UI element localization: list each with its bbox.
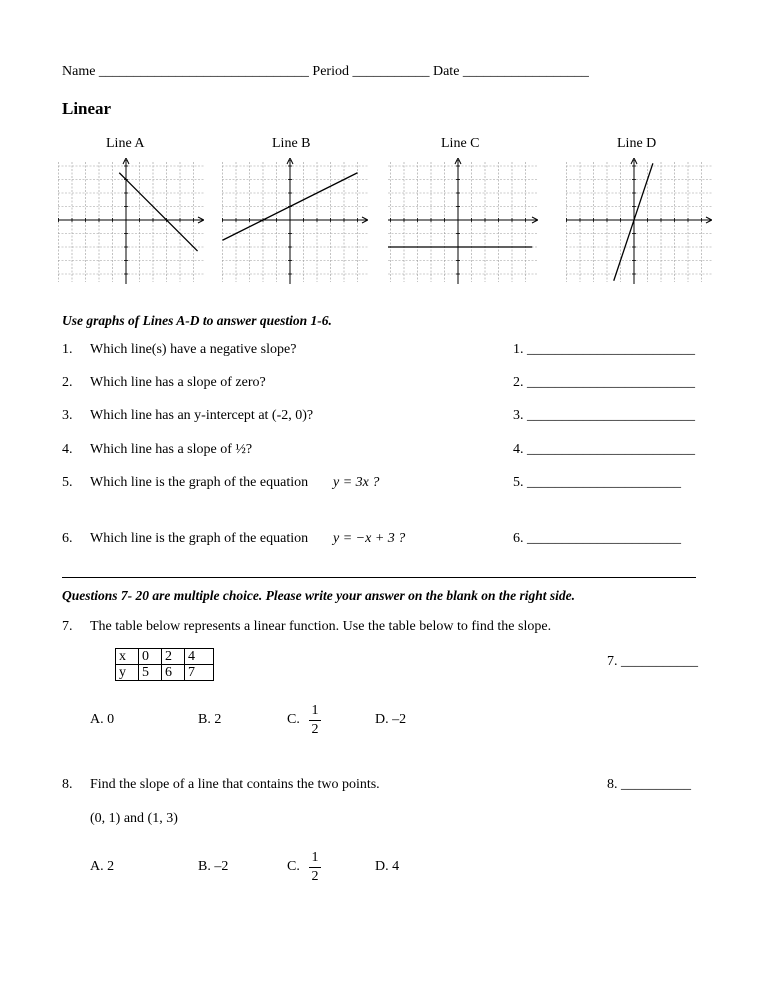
graph-label-c: Line C (441, 136, 480, 151)
q7-answer-blank[interactable]: 7. ___________ (607, 654, 698, 669)
q7-text: The table below represents a linear function. Use the table below to find the slope. (90, 619, 552, 634)
q3-answer-blank[interactable]: 3. ________________________ (513, 408, 695, 423)
graph-line-c (388, 158, 538, 284)
q7-table-row-x (116, 649, 214, 665)
q8-choice-d: D. 4 (375, 859, 400, 874)
q2-number: 2. (62, 375, 73, 390)
q8-answer-blank[interactable]: 8. __________ (607, 777, 691, 792)
q5-number: 5. (62, 475, 73, 490)
q8-choice-b: B. –2 (198, 859, 229, 874)
grid (566, 162, 712, 282)
q7-choice-c-fraction (309, 703, 321, 738)
q6-text: Which line is the graph of the equation (90, 531, 309, 546)
q7-choice-c-label: C. (287, 712, 300, 727)
q7-choice-b: B. 2 (198, 712, 222, 727)
q1-number: 1. (62, 342, 73, 357)
q7-table-cell: 7 (185, 665, 214, 681)
q7-table-row-y (116, 665, 214, 681)
q7-table-x-label: x (116, 649, 139, 665)
q7-table-cell: 5 (139, 665, 162, 681)
q7-table-cell: 0 (139, 649, 162, 665)
q7-fraction-bar (309, 720, 321, 721)
graphed-line (119, 173, 197, 251)
q5-answer-blank[interactable]: 5. ______________________ (513, 475, 681, 490)
q8-points: (0, 1) and (1, 3) (90, 811, 178, 826)
q4-text: Which line has a slope of ½? (90, 442, 253, 457)
graph-label-b: Line B (272, 136, 311, 151)
grid (222, 162, 368, 282)
graphed-line (614, 163, 653, 280)
q7-choice-d: D. –2 (375, 712, 407, 727)
q3-number: 3. (62, 408, 73, 423)
q7-choice-a: A. 0 (90, 712, 115, 727)
q5-equation: y = 3x ? (333, 475, 380, 490)
q8-number: 8. (62, 777, 73, 792)
section1-instruction: Use graphs of Lines A-D to answer question 1-6. (62, 313, 332, 328)
q1-answer-blank[interactable]: 1. ________________________ (513, 342, 695, 357)
graph-line-d (566, 158, 712, 284)
q7-table-y-label: y (116, 665, 139, 681)
q3-text: Which line has an y-intercept at (-2, 0)? (90, 408, 314, 423)
grid (58, 162, 204, 282)
q8-choice-c-label: C. (287, 859, 300, 874)
q8-fraction-denominator: 2 (311, 869, 319, 884)
page-title: Linear (62, 99, 112, 118)
q7-number: 7. (62, 619, 73, 634)
q6-answer-blank[interactable]: 6. ______________________ (513, 531, 681, 546)
section-divider (62, 577, 696, 578)
q1-text: Which line(s) have a negative slope? (90, 342, 297, 357)
q7-fraction-denominator: 2 (311, 722, 319, 737)
q6-equation: y = −x + 3 ? (333, 531, 406, 546)
q8-text: Find the slope of a line that contains the two points. (90, 777, 380, 792)
graph-line-a (58, 158, 204, 284)
section2-instruction: Questions 7- 20 are multiple choice. Please write your answer on the blank on the right side. (62, 588, 576, 603)
q8-choice-a: A. 2 (90, 859, 115, 874)
q7-table-cell: 2 (162, 649, 185, 665)
q8-fraction-numerator: 1 (311, 850, 319, 865)
graph-label-a: Line A (106, 136, 145, 151)
q2-text: Which line has a slope of zero? (90, 375, 266, 390)
grid (388, 162, 538, 282)
q7-table-cell: 4 (185, 649, 214, 665)
q4-number: 4. (62, 442, 73, 457)
q8-choice-c-fraction (309, 850, 321, 885)
q7-table (115, 648, 214, 681)
q4-answer-blank[interactable]: 4. ________________________ (513, 442, 695, 457)
q2-answer-blank[interactable]: 2. ________________________ (513, 375, 695, 390)
q5-text: Which line is the graph of the equation (90, 475, 309, 490)
graph-label-d: Line D (617, 136, 657, 151)
q7-fraction-numerator: 1 (311, 703, 319, 718)
graph-line-b (222, 158, 368, 284)
name-period-date-line: Name ______________________________ Period ___________ Date __________________ (62, 64, 589, 79)
q6-number: 6. (62, 531, 73, 546)
q8-fraction-bar (309, 867, 321, 868)
q7-table-cell: 6 (162, 665, 185, 681)
